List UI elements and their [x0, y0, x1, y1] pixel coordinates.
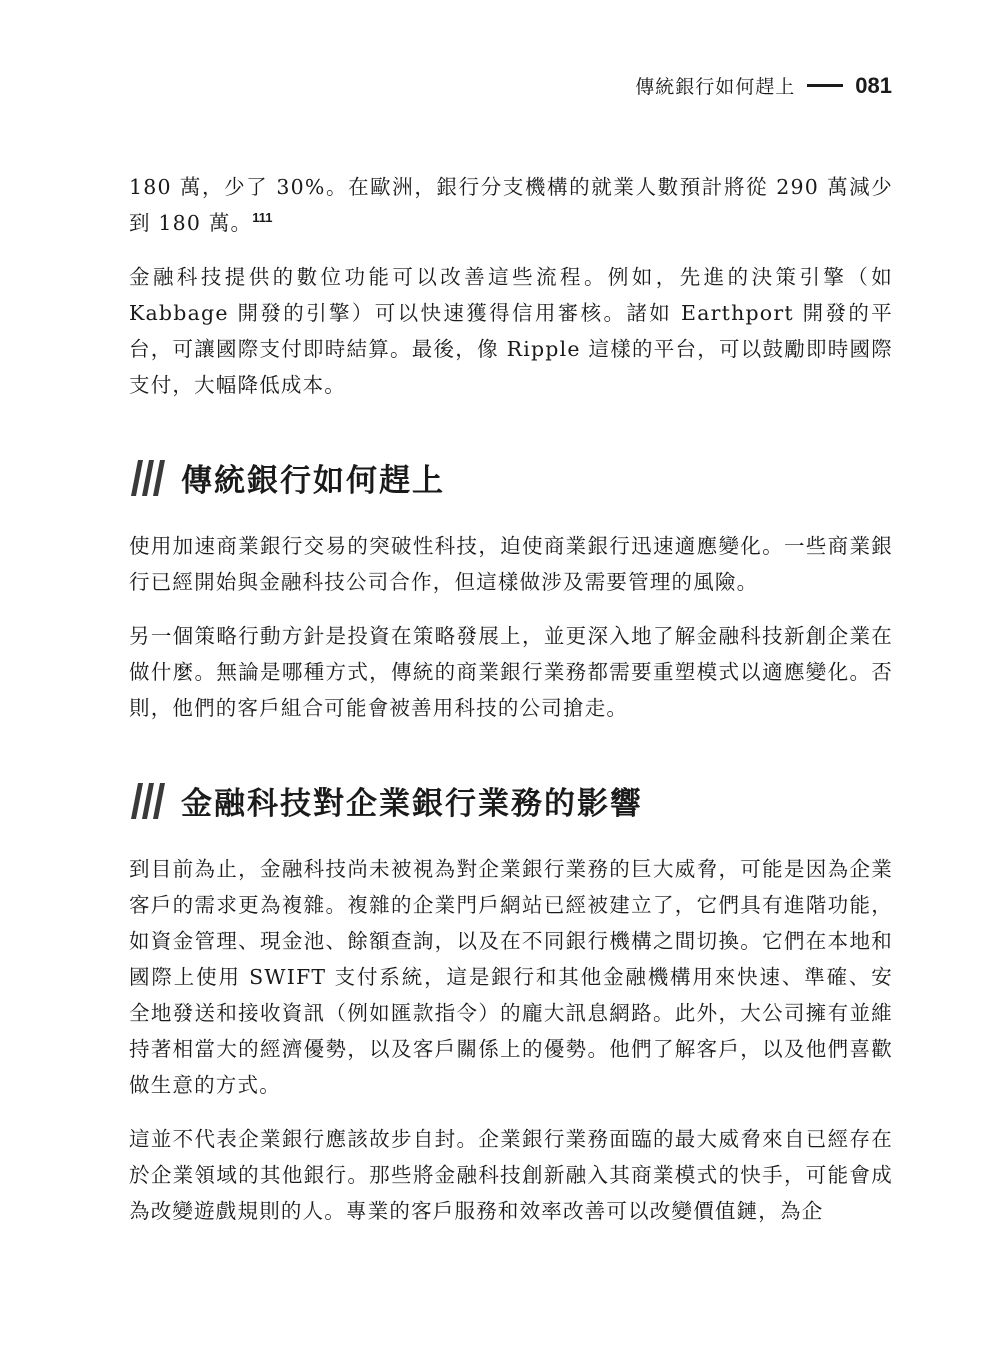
section2-paragraph-1: 到目前為止，金融科技尚未被視為對企業銀行業務的巨大威脅，可能是因為企業客戶的需求更為複雜。複雜的企業門戶網站已經被建立了，它們具有進階功能，如資金管理、現金池、餘額查詢，以及在不同銀行機構之間切換。它們在本地和國際上使用 SWIFT 支付系統，這是銀行和其他金融機構用來快速、準確、安全地發送和接收資訊（例如匯款指令）的龐大訊息網路。此外，大公司擁有並維持著相當大的經濟優勢，以及客戶關係上的優勢。他們了解客戶，以及他們喜歡做生意的方式。: [129, 857, 893, 1097]
running-header-rule: [807, 84, 843, 87]
page-number: 081: [855, 72, 892, 98]
section-title-1: 傳統銀行如何趕上: [181, 463, 445, 499]
section2-paragraph-2: 這並不代表企業銀行應該故步自封。企業銀行業務面臨的最大威脅來自已經存在於企業領域的其他銀行。那些將金融科技創新融入其商業模式的快手，可能會成為改變遊戲規則的人。專業的客戶服務和效率改善可以改變價值鏈，為企: [129, 1127, 893, 1223]
section-heading-2: [129, 778, 893, 823]
triple-slash-icon: [129, 458, 167, 498]
section-title-2: 金融科技對企業銀行業務的影響: [181, 786, 643, 822]
intro-paragraph-1: [129, 169, 893, 241]
running-header-chapter-title: 傳統銀行如何趕上: [635, 76, 796, 98]
section1-paragraph-2: 另一個策略行動方針是投資在策略發展上，並更深入地了解金融科技新創企業在做什麼。無論是哪種方式，傳統的商業銀行業務都需要重塑模式以適應變化。否則，他們的客戶組合可能會被善用科技的公司搶走。: [129, 624, 893, 720]
triple-slash-icon: [129, 781, 167, 821]
intro-paragraph-1-text: 180 萬，少了 30%。在歐洲，銀行分支機構的就業人數預計將從 290 萬減少到 180 萬。: [129, 175, 893, 235]
section-heading-1: [129, 455, 893, 500]
section1-paragraph-1: 使用加速商業銀行交易的突破性科技，迫使商業銀行迅速適應變化。一些商業銀行已經開始與金融科技公司合作，但這樣做涉及需要管理的風險。: [129, 534, 893, 594]
footnote-marker: 111: [252, 210, 273, 226]
page-body: [129, 169, 893, 1247]
running-header: [635, 72, 892, 99]
intro-paragraph-2: 金融科技提供的數位功能可以改善這些流程。例如，先進的決策引擎（如 Kabbage 開發的引擎）可以快速獲得信用審核。諸如 Earthport 開發的平台，可讓國際支付即時結算。最後，像 Ripple 這樣的平台，可以鼓勵即時國際支付，大幅降低成本。: [129, 265, 893, 397]
